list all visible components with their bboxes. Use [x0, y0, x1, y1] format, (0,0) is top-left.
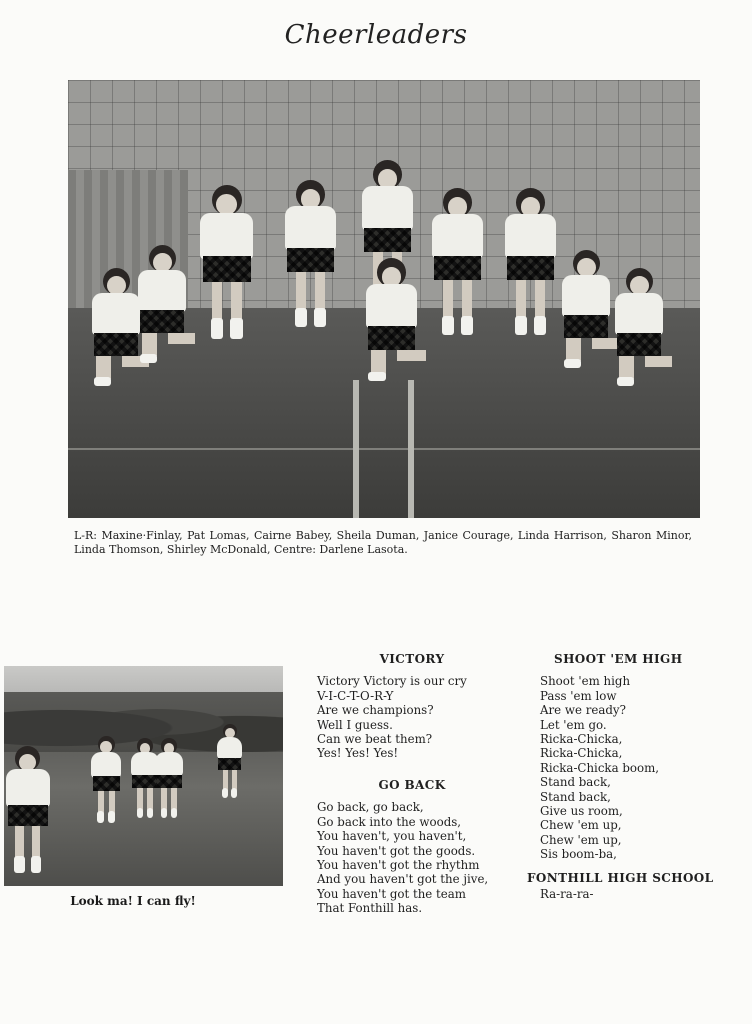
cheer-line: Are we champions? [317, 703, 434, 718]
plaid-skirt [507, 256, 553, 280]
floor-line [68, 448, 700, 450]
cheer-line: Are we ready? [540, 703, 626, 718]
sweater [432, 214, 483, 258]
sweater [6, 769, 50, 807]
sock [564, 359, 581, 367]
sock [461, 316, 473, 336]
plaid-skirt [218, 758, 241, 770]
plaid-skirt [287, 248, 333, 272]
plaid-skirt [93, 776, 120, 790]
sock [295, 308, 307, 328]
sock [94, 377, 111, 385]
cheer-line: Well I guess. [317, 717, 393, 732]
cheer-line: You haven't got the goods. [317, 843, 476, 858]
sock [147, 808, 154, 819]
look-ma-photo [4, 666, 283, 886]
sweater [505, 214, 556, 258]
cheer-line: Shoot 'em high [540, 674, 631, 689]
cheer-line: And you haven't got the jive, [317, 872, 489, 887]
page-title: Cheerleaders [284, 20, 468, 50]
cheer-line: Pass 'em low [540, 688, 617, 703]
cheer-title: GO BACK [378, 778, 446, 792]
cheer-line: Stand back, [540, 775, 611, 790]
plaid-skirt [368, 326, 414, 350]
cheer-line: You haven't got the rhythm [317, 858, 480, 873]
face [216, 194, 237, 215]
sweater [615, 293, 663, 335]
cheer-line: You haven't got the team [317, 886, 466, 901]
plaid-skirt [8, 805, 48, 826]
sock [515, 316, 527, 336]
cheer-line: V-I-C-T-O-R-Y [317, 688, 394, 703]
plaid-skirt [364, 228, 410, 252]
leg [397, 350, 426, 361]
cheer-line: Ricka-Chicka, [540, 746, 623, 761]
leg [142, 333, 157, 356]
cheer-lines [540, 674, 720, 861]
sock [231, 788, 237, 798]
cheer-line: Ricka-Chicka, [540, 732, 623, 747]
cheer-line: Go back, go back, [317, 800, 424, 815]
cheer-title: VICTORY [379, 652, 445, 666]
sweater [217, 737, 242, 759]
leg [592, 338, 619, 349]
cheer-line: You haven't, you haven't, [317, 829, 467, 844]
cheer-line: Sis boom-ba, [540, 847, 617, 862]
sock [534, 316, 546, 336]
cheer-line: Can we beat them? [317, 732, 433, 747]
cheer-line: Chew 'em up, [540, 818, 622, 833]
cheer-shoot-em-high [540, 652, 720, 862]
leg [566, 338, 581, 361]
cheer-line: Stand back, [540, 789, 611, 804]
cheer-line: Go back into the woods, [317, 814, 462, 829]
sweater [92, 293, 140, 335]
cheer-line: Ra-ra-ra- [540, 887, 594, 902]
sock [211, 318, 224, 339]
plaid-skirt [434, 256, 480, 280]
sock [161, 808, 168, 819]
sock [108, 811, 115, 823]
sweater [138, 270, 186, 312]
sweater [562, 275, 610, 317]
cheer-line: Victory Victory is our cry [317, 674, 467, 689]
plaid-skirt [564, 315, 608, 338]
sock [230, 318, 243, 339]
main-photo-caption: L-R: Maxine·Finlay, Pat Lomas, Cairne Babey, Sheila Duman, Janice Courage, Linda Harrison, Sharon Minor, Linda Thomson, Shirley McDonald, Centre: Darlene Lasota. [74, 529, 692, 556]
leg [168, 333, 195, 344]
cheer-line: Let 'em go. [540, 717, 607, 732]
cheer-line: Chew 'em up, [540, 832, 622, 847]
cheer-lines [317, 800, 507, 915]
sock [31, 856, 41, 873]
sweater [285, 206, 336, 250]
plaid-skirt [203, 256, 251, 281]
sock [222, 788, 228, 798]
cheer-line: Give us room, [540, 804, 623, 819]
cheer-fonthill-high-school [527, 871, 727, 902]
cheerleaders-group-photo [68, 80, 700, 518]
sweater [155, 752, 183, 776]
sock [171, 808, 178, 819]
plaid-skirt [617, 333, 661, 356]
cheer-lines [317, 674, 507, 760]
plaid-skirt [156, 775, 181, 788]
sock [442, 316, 454, 336]
plaid-skirt [94, 333, 138, 356]
sweater [366, 284, 417, 328]
sweater [200, 213, 253, 259]
sweater [362, 186, 413, 230]
cheer-title: SHOOT 'EM HIGH [554, 652, 683, 666]
cheer-line: That Fonthill has. [317, 901, 423, 916]
sock [137, 808, 144, 819]
sock [97, 811, 104, 823]
cheer-go-back [317, 778, 507, 916]
cheer-title: FONTHILL HIGH SCHOOL [527, 871, 714, 885]
sock [14, 856, 24, 873]
cheer-lines [540, 887, 727, 901]
cheer-line: Yes! Yes! Yes! [317, 746, 399, 761]
sock [314, 308, 326, 328]
cheer-victory [317, 652, 507, 761]
sweater [91, 752, 121, 778]
plaid-skirt [132, 775, 157, 788]
leg [645, 356, 672, 367]
cheer-line: Ricka-Chicka boom, [540, 760, 660, 775]
small-photo-caption: Look ma! I can fly! [70, 894, 196, 908]
leg [371, 350, 386, 374]
leg [96, 356, 111, 379]
plaid-skirt [140, 310, 184, 333]
sock [617, 377, 634, 385]
sock [368, 372, 386, 381]
sock [140, 354, 157, 362]
leg [619, 356, 634, 379]
